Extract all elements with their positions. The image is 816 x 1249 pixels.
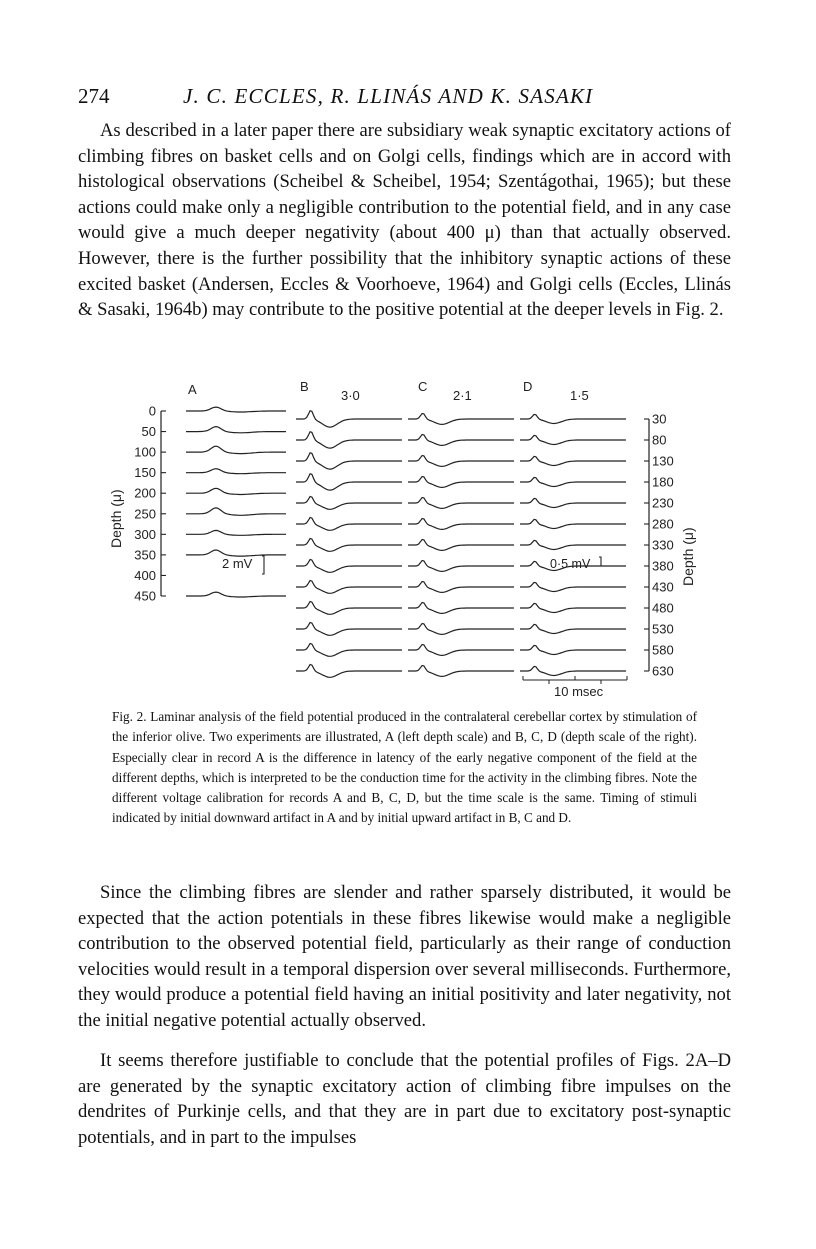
right-tick-label: 30 <box>652 411 667 427</box>
trace <box>296 644 402 657</box>
trace <box>186 446 286 453</box>
trace <box>520 477 626 486</box>
right-tick-label: 430 <box>652 579 674 595</box>
right-tick-label: 580 <box>652 642 674 658</box>
trace <box>520 582 626 591</box>
left-tick-label: 300 <box>134 526 156 542</box>
trace <box>186 407 286 412</box>
right-tick-label: 130 <box>652 453 674 469</box>
panel-c-label: C <box>418 379 428 394</box>
trace <box>520 666 626 675</box>
trace <box>296 411 402 427</box>
right-tick-label: 380 <box>652 558 674 574</box>
left-tick-label: 250 <box>134 506 156 522</box>
traces-panel-c <box>408 414 514 677</box>
left-tick-label: 350 <box>134 547 156 563</box>
running-head: J. C. ECCLES, R. LLINÁS AND K. SASAKI <box>183 84 594 108</box>
panel-a-label: A <box>188 382 197 397</box>
trace <box>520 645 626 654</box>
right-tick-label: 80 <box>652 432 667 448</box>
trace <box>296 581 402 594</box>
left-tick-label: 100 <box>134 444 156 460</box>
left-tick-label: 50 <box>141 424 156 440</box>
trace <box>408 540 514 551</box>
figure-caption: Fig. 2. Laminar analysis of the field potential produced in the contralateral cerebellar cortex by stimulation of the inferior olive. Two experiments are illustrated, A (left depth scale) and B, C, D (depth scale of the right). Especially clear in record A is the difference in latency of the early negative component of the field at the different depths, which is interpreted to be the conduction time for the activity in the climbing fibres. Note the different voltage calibration for records A and B, C, D, but the time scale is the same. Timing of stimuli indicated by initial downward artifact in A and by initial upward artifact in B, C and D. <box>112 709 697 826</box>
trace <box>408 477 514 488</box>
figure-traces <box>100 378 720 700</box>
right-tick-label: 530 <box>652 621 674 637</box>
trace <box>408 519 514 530</box>
paragraph: As described in a later paper there are subsidiary weak synaptic excitatory actions of climbing fibres on basket cells and on Golgi cells, findings which are in accord with histological observations (Scheibel & Scheibel, 1954; Szentágothai, 1965); but these actions could make only a negligible contribution to the potential field, and in any case would give a much deeper negativity (about 400 μ) than that actually observed. However, there is the further possibility that the inhibitory synaptic actions of these excited basket (Andersen, Eccles & Voorhoeve, 1964) and Golgi cells (Eccles, Llinás & Sasaki, 1964b) may contribute to the positive potential at the deeper levels in Fig. 2. <box>78 120 731 321</box>
calibration-bcd-bar <box>599 557 601 566</box>
trace <box>520 624 626 633</box>
trace <box>296 560 402 573</box>
trace <box>186 508 286 515</box>
trace <box>408 435 514 446</box>
page-header <box>78 84 738 114</box>
time-scale-bar <box>523 676 627 684</box>
left-axis-label: Depth (μ) <box>108 489 124 548</box>
traces-panel-d <box>520 414 626 675</box>
panel-b-label: B <box>300 379 309 394</box>
trace <box>408 624 514 635</box>
trace <box>408 414 514 425</box>
trace <box>520 603 626 612</box>
right-tick-label: 330 <box>652 537 674 553</box>
trace <box>408 645 514 656</box>
trace <box>296 474 402 490</box>
trace <box>296 623 402 636</box>
trace <box>186 530 286 535</box>
trace <box>520 540 626 549</box>
left-tick-label: 200 <box>134 485 156 501</box>
panel-d-value: 1·5 <box>570 388 589 403</box>
trace <box>520 456 626 465</box>
trace <box>408 498 514 509</box>
figure-2 <box>100 378 720 700</box>
trace <box>186 427 286 433</box>
trace <box>296 453 402 469</box>
calibration-bcd-label: 0·5 mV <box>550 557 591 571</box>
left-tick-label: 450 <box>134 588 156 604</box>
trace <box>408 561 514 572</box>
left-tick-label: 150 <box>134 465 156 481</box>
panel-d-label: D <box>523 379 533 394</box>
left-tick-label: 0 <box>148 403 156 419</box>
trace <box>296 432 402 448</box>
trace <box>408 603 514 614</box>
trace <box>520 414 626 423</box>
calibration-a-label: 2 mV <box>222 556 253 571</box>
trace <box>520 435 626 444</box>
right-tick-label: 180 <box>652 474 674 490</box>
trace <box>186 592 286 597</box>
trace <box>186 488 286 494</box>
trace <box>186 469 286 474</box>
paragraph: It seems therefore justifiable to conclude that the potential profiles of Figs. 2A–D are generated by the synaptic excitatory action of climbing fibre impulses on the dendrites of Purkinje cells, and that they are in part due to excitatory post-synaptic potentials, and in part to the impulses <box>78 1050 731 1148</box>
trace <box>296 497 402 510</box>
trace <box>520 519 626 528</box>
right-tick-label: 630 <box>652 663 674 679</box>
panel-b-value: 3·0 <box>341 388 360 403</box>
paragraph: Since the climbing fibres are slender and rather sparsely distributed, it would be expected that the action potentials in these fibres likewise would make a negligible contribution to the observed potential field, particularly as their range of conduction velocities would result in a temporal dispersion over several milliseconds. Furthermore, they would produce a potential field having an initial positivity and later negativity, not the initial negative potential actually observed. <box>78 882 731 1031</box>
trace <box>296 539 402 552</box>
trace <box>296 602 402 615</box>
trace <box>296 518 402 531</box>
time-scale-label: 10 msec <box>554 684 604 699</box>
page-number: 274 <box>78 84 110 108</box>
trace <box>296 665 402 678</box>
calibration-a-bar <box>262 556 264 574</box>
right-tick-label: 230 <box>652 495 674 511</box>
panel-c-value: 2·1 <box>453 388 472 403</box>
left-tick-label: 400 <box>134 567 156 583</box>
right-tick-label: 280 <box>652 516 674 532</box>
right-tick-label: 480 <box>652 600 674 616</box>
trace <box>408 582 514 593</box>
trace <box>408 456 514 467</box>
trace <box>408 666 514 677</box>
right-axis-label: Depth (μ) <box>680 527 696 586</box>
traces-panel-b <box>296 411 402 678</box>
trace <box>520 498 626 507</box>
